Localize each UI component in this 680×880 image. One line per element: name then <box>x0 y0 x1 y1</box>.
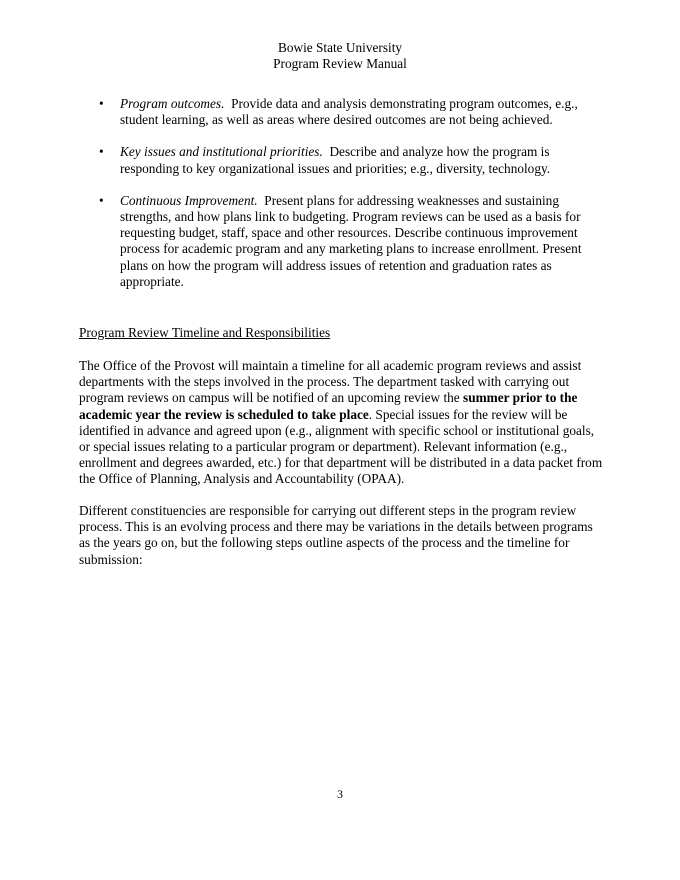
paragraph-text: The Office of the Provost will maintain a timeline for all academic program reviews and assist departments with the steps involved in the process. The department tasked with carrying out program reviews on campus will be notified of an upcoming review the <box>79 358 582 406</box>
section-heading: Program Review Timeline and Responsibilities <box>79 325 331 340</box>
paragraph-text: . Special issues for the review will be identified in advance and agreed upon (e.g., alignment with specific school or institutional goals, or special issues relating to a particular program or department). Relevant information (e.g., enrollment and degrees awarded, etc.) for that department will be distributed in a data packet from the Office of Planning, Analysis and Accountability (OPAA). <box>79 406 603 487</box>
paragraph-bold-text: summer prior to the academic year the review is scheduled to take place <box>79 390 578 422</box>
bullet-title: Key issues and institutional priorities. <box>120 144 323 160</box>
bullet-text: Present plans for addressing weaknesses and sustaining strengths, and how plans link to budgeting. Program reviews can be used as a basis for requesting budget, staff, space and other resources. Describe continuous improvement process for academic program and any marketing plans to increase enrollment. Present plans on how the program will address issues of retention and graduation rates as appropriate. <box>120 192 582 289</box>
page-number: 3 <box>337 787 343 801</box>
bullet-text: Provide data and analysis demonstrating program outcomes, e.g., student learning, as well as areas where desired outcomes are not being achieved. <box>120 96 578 128</box>
paragraph-constituencies: Different constituencies are responsible for carrying out different steps in the program review process. This is an evolving process and there may be variations in the details between programs as the years go on, but the following steps outline aspects of the process and the timeline for submission: <box>79 503 593 567</box>
bullet-item-continuous-improvement <box>0 193 590 290</box>
bullet-dot-icon: • <box>99 192 104 208</box>
bullet-dot-icon: • <box>99 96 104 111</box>
bullet-title: Program outcomes. <box>120 96 225 111</box>
bullet-item-program-outcomes <box>0 96 590 128</box>
bullet-item-key-issues <box>0 144 590 176</box>
header-manual-title: Program Review Manual <box>273 56 407 71</box>
bullet-text: Describe and analyze how the program is responding to key organizational issues and priorities; e.g., diversity, technology. <box>120 144 551 176</box>
paragraph-timeline <box>79 358 604 488</box>
header-university: Bowie State University <box>277 40 403 55</box>
page-header <box>0 40 680 72</box>
bullet-list <box>0 96 680 306</box>
bullet-dot-icon: • <box>99 144 104 160</box>
bullet-title: Continuous Improvement. <box>120 192 258 208</box>
